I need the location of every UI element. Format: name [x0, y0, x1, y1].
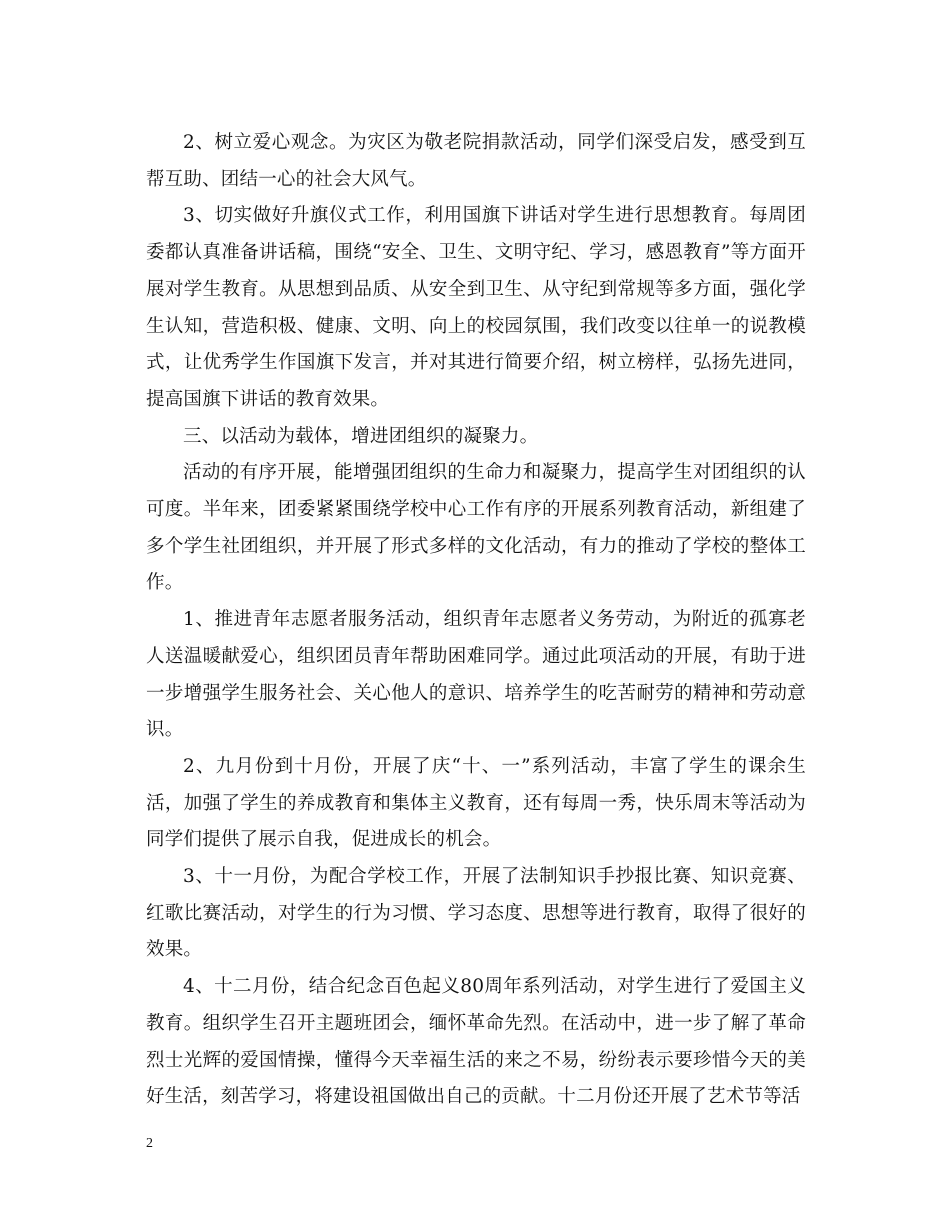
page-number: 2 — [146, 1136, 153, 1151]
section-heading: 三、以活动为载体，增进团组织的凝聚力。 — [183, 425, 539, 447]
paragraph: 2、树立爱心观念。为灾区为敬老院捐款活动，同学们深受启发，感受到互帮互助、团结一心的社会大风气。 — [146, 132, 806, 190]
paragraph: 1、推进青年志愿者服务活动，组织青年志愿者义务劳动，为附近的孤寡老人送温暖献爱心，组织团员青年帮助困难同学。通过此项活动的开展，有助于进一步增强学生服务社会、关心他人的意识、培养学生的吃苦耐劳的精神和劳动意识。 — [146, 609, 806, 741]
paragraph: 2、九月份到十月份，开展了庆“十、一”系列活动，丰富了学生的课余生活，加强了学生的养成教育和集体主义教育，还有每周一秀，快乐周末等活动为同学们提供了展示自我，促进成长的机会。 — [146, 755, 806, 851]
paragraph: 4、十二月份，结合纪念百色起义80周年系列活动，对学生进行了爱国主义教育。组织学生召开主题班团会，缅怀革命先烈。在活动中，进一步了解了革命烈士光辉的爱国情操，懂得今天幸福生活的来之不易，纷纷表示要珍惜今天的美好生活，刻苦学习，将建设祖国做出自己的贡献。十二月份还开展了艺术节等活 — [146, 976, 806, 1108]
document-body — [146, 125, 806, 1116]
paragraph: 3、十一月份，为配合学校工作，开展了法制知识手抄报比赛、知识竞赛、红歌比赛活动，对学生的行为习惯、学习态度、思想等进行教育，取得了很好的效果。 — [146, 866, 806, 961]
paragraph: 3、切实做好升旗仪式工作，利用国旗下讲话对学生进行思想教育。每周团委都认真准备讲话稿，围绕“安全、卫生、文明守纪、学习，感恩教育”等方面开展对学生教育。从思想到品质、从安全到卫生、从守纪到常规等多方面，强化学生认知，营造积极、健康、文明、向上的校园氛围，我们改变以往单一的说教模式，让优秀学生作国旗下发言，并对其进行简要介绍，树立榜样，弘扬先进同，提高国旗下讲话的教育效果。 — [146, 205, 806, 410]
paragraph: 活动的有序开展，能增强团组织的生命力和凝聚力，提高学生对团组织的认可度。半年来，团委紧紧围绕学校中心工作有序的开展系列教育活动，新组建了多个学生社团组织，并开展了形式多样的文化活动，有力的推动了学校的整体工作。 — [146, 462, 806, 594]
